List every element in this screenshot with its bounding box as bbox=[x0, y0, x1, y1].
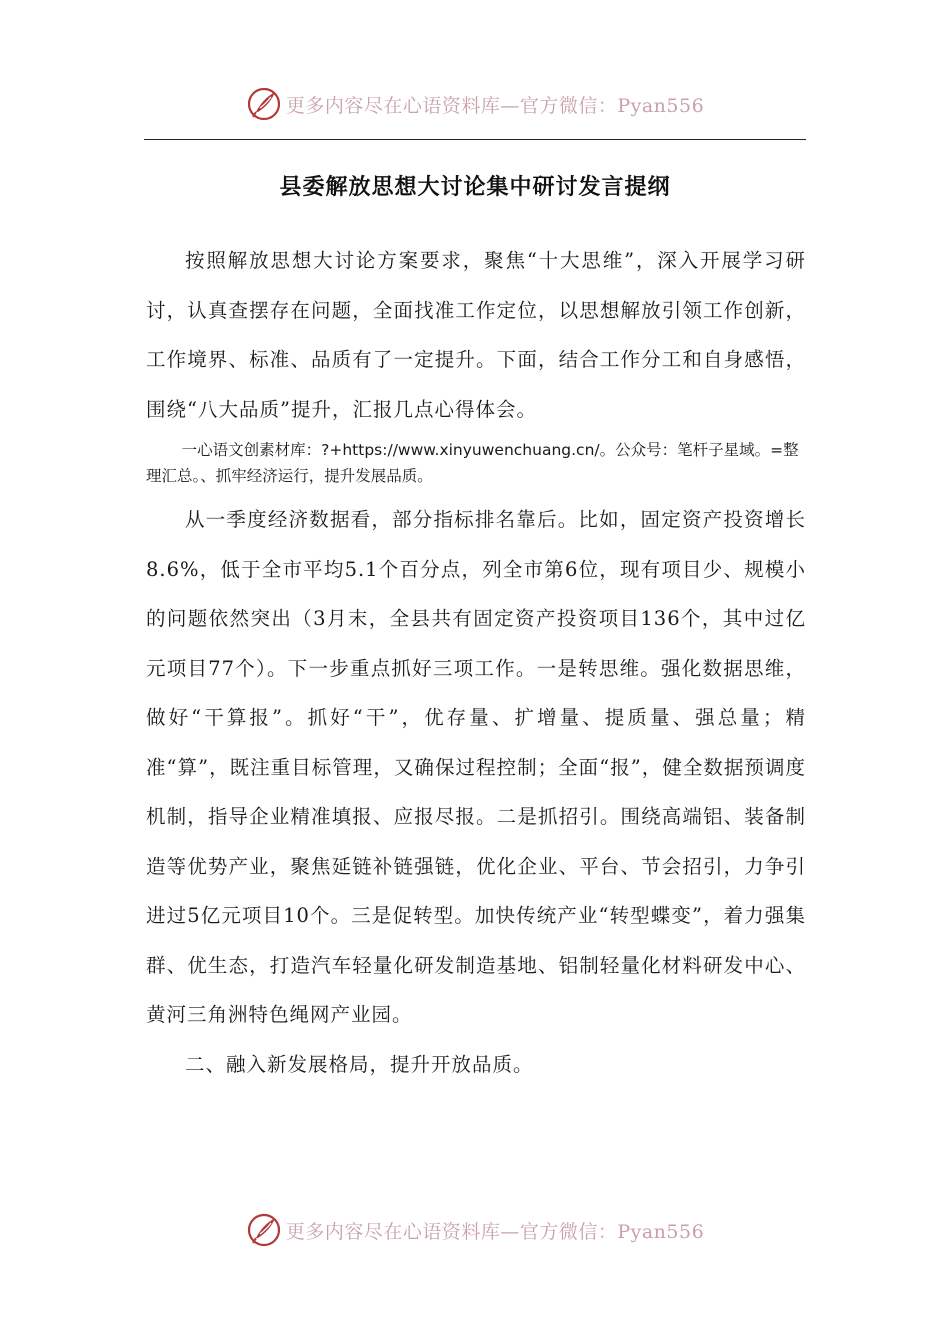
header-banner-text: 更多内容尽在心语资料库—官方微信：Pyan556 bbox=[285, 94, 705, 117]
paragraph-section-two-heading: 二、融入新发展格局，提升开放品质。 bbox=[185, 1052, 534, 1076]
document-title: 县委解放思想大讨论集中研讨发言提纲 bbox=[279, 175, 671, 200]
quill-pen-logo-icon bbox=[246, 1212, 282, 1248]
header-divider bbox=[144, 139, 806, 140]
quill-pen-logo-icon bbox=[246, 86, 282, 122]
footer-banner bbox=[0, 1208, 950, 1252]
paragraph-economy: 从一季度经济数据看，部分指标排名靠后。比如，固定资产投资增长8.6%，低于全市平均5.1个百分点，列全市第6位，现有项目少、规模小的问题依然突出（3月末，全县共有固定资产投资项目136个，其中过亿元项目77个）。下一步重点抓好三项工作。一是转思维。强化数据思维，做好“干算报”。抓好“干”，优存量、扩增量、提质量、强总量；精准“算”，既注重目标管理，又确保过程控制；全面“报”，健全数据预调度机制，指导企业精准填报、应报尽报。二是抓招引。围绕高端铝、装备制造等优势产业，聚焦延链补链强链，优化企业、平台、节会招引，力争引进过5亿元项目10个。三是促转型。加快传统产业“转型蝶变”，着力强集群、优生态，打造汽车轻量化研发制造基地、铝制轻量化材料研发中心、黄河三角洲特色绳网产业园。 bbox=[146, 508, 806, 1026]
paragraph-intro: 按照解放思想大讨论方案要求，聚焦“十大思维”，深入开展学习研讨，认真查摆存在问题，全面找准工作定位，以思想解放引领工作创新，工作境界、标准、品质有了一定提升。下面，结合工作分工和自身感悟，围绕“八大品质”提升，汇报几点心得体会。 bbox=[146, 249, 806, 421]
document-body bbox=[146, 236, 806, 1089]
footer-banner-text: 更多内容尽在心语资料库—官方微信：Pyan556 bbox=[285, 1220, 705, 1243]
header-banner bbox=[0, 82, 950, 126]
paragraph-source-note: 一心语文创素材库：?+https://www.xinyuwenchuang.cn/。公众号：笔杆子星域。=整理汇总。、抓牢经济运行，提升发展品质。 bbox=[146, 441, 799, 485]
